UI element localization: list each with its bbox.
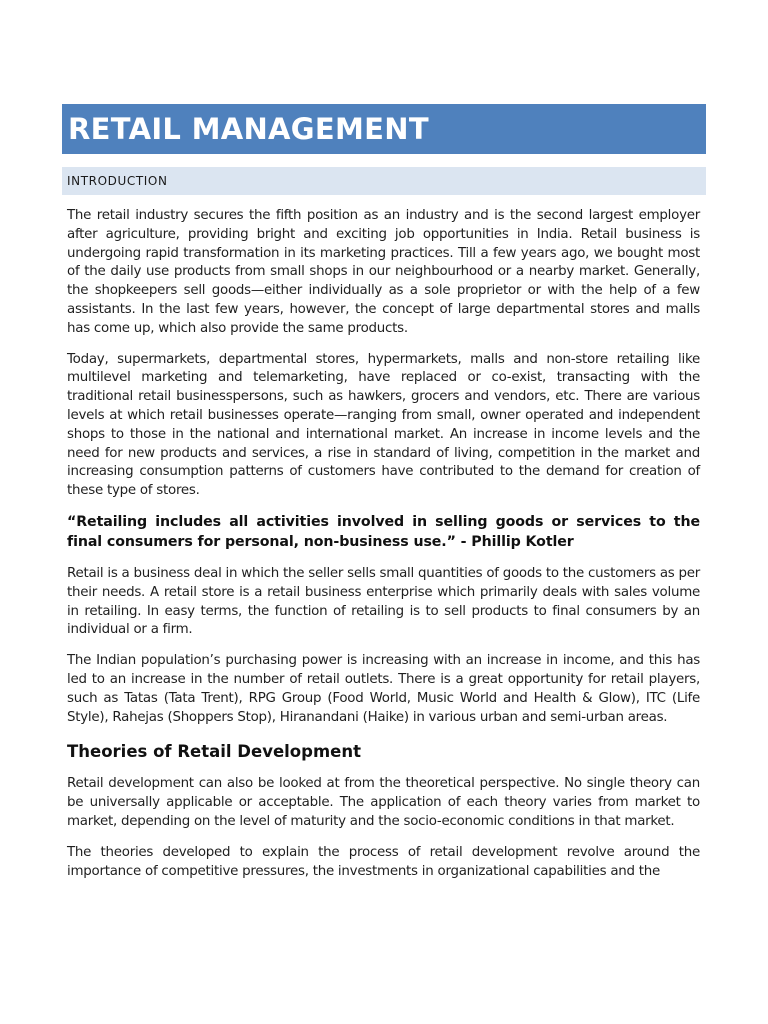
title-banner (62, 104, 706, 154)
quote-author: - Phillip Kotler (455, 533, 574, 550)
theories-subheading: Theories of Retail Development (67, 742, 361, 762)
kotler-quote (67, 512, 700, 552)
document-body (62, 207, 706, 881)
document-page (62, 104, 706, 881)
retail-definition-paragraph: Retail is a business deal in which the seller sells small quantities of goods to the customers as per their needs. A retail store is a retail business enterprise which primarily deals with sales volume in retailing. In easy terms, the function of retailing is to sell products to final consumers by an individual or a firm. (67, 565, 701, 638)
theory-paragraph-2: The theories developed to explain the process of retail development revolve around the importance of competitive pressures, the investments in organizational capabilities and the (67, 844, 700, 879)
section-header-bar (62, 167, 706, 195)
quote-text: “Retailing includes all activities involved in selling goods or services to the final consumers for personal, non-business use.” (67, 513, 700, 550)
theory-paragraph-1: Retail development can also be looked at from the theoretical perspective. No single theory can be universally applicable or acceptable. The application of each theory varies from market to market, depending on the level of maturity and the socio-economic conditions in that market. (67, 776, 700, 829)
intro-paragraph-2: Today, supermarkets, departmental stores, hypermarkets, malls and non-store retailing like multilevel marketing and telemarketing, have replaced or co-exist, transacting with the traditional retail businesspersons, such as hawkers, grocers and vendors, etc. There are various levels at which retail businesses operate—ranging from small, owner operated and independent shops to those in the national and international market. An increase in income levels and the need for new products and services, a rise in standard of living, competition in the market and increasing consumption patterns of customers have contributed to the demand for creation of these type of stores. (67, 351, 700, 499)
document-title: RETAIL MANAGEMENT (68, 112, 429, 146)
indian-retail-paragraph: The Indian population’s purchasing power is increasing with an increase in income, and this has led to an increase in the number of retail outlets. There is a great opportunity for retail players, such as Tatas (Tata Trent), RPG Group (Food World, Music World and Health & Glow), ITC (Life Style), Rahejas (Shoppers Stop), Hiranandani (Haike) in various urban and semi-urban areas. (67, 653, 700, 725)
section-heading: INTRODUCTION (67, 174, 168, 188)
intro-paragraph-1: The retail industry secures the fifth position as an industry and is the second largest employer after agriculture, providing bright and exciting job opportunities in India. Retail business is undergoing rapid transformation in its marketing practices. Till a few years ago, we bought most of the daily use products from small shops in our neighbourhood or a nearby market. Generally, the shopkeepers sell goods—either individually as a sole proprietor or with the help of a few assistants. In the last few years, however, the concept of large departmental stores and malls has come up, which also provide the same products. (67, 208, 700, 336)
